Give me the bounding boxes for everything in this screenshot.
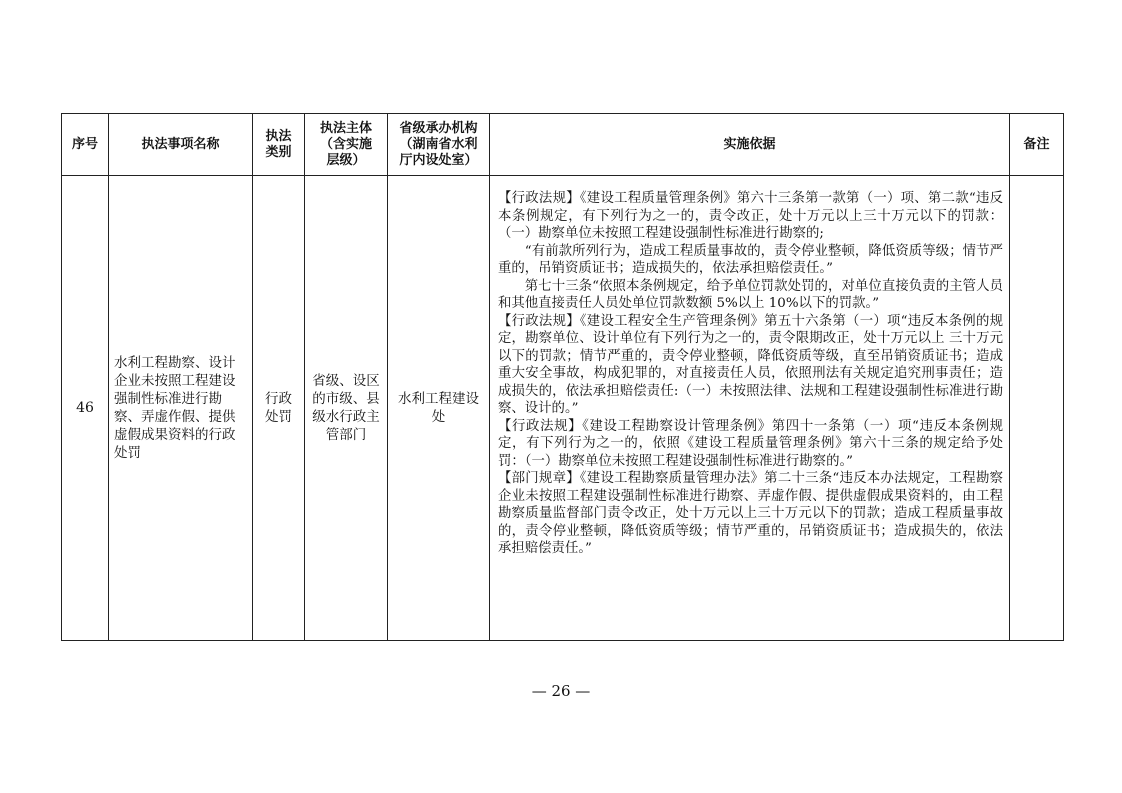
row-subject bbox=[305, 176, 388, 641]
row-seq: 46 bbox=[62, 176, 109, 641]
header-basis: 实施依据 bbox=[490, 114, 1010, 176]
row-category bbox=[253, 176, 305, 641]
header-category bbox=[253, 114, 305, 176]
enforcement-table-container bbox=[61, 113, 1063, 641]
table-row bbox=[62, 176, 1064, 641]
header-seq: 序号 bbox=[62, 114, 109, 176]
header-subject bbox=[305, 114, 388, 176]
header-category-text: 执法类别 bbox=[265, 128, 292, 160]
basis-paragraph: “有前款所列行为，造成工程质量事故的，责令停业整顿，降低资质等级；情节严重的，吊销资质证书；造成损失的，依法承担赔偿责任。” bbox=[498, 243, 1003, 276]
basis-paragraph: 【部门规章】《建设工程勘察质量管理办法》第二十三条“违反本办法规定，工程勘察企业未按照工程建设强制性标准进行勘察、弄虚作假、提供虚假成果资料的，由工程勘察质量监督部门责令改正，处十万元以上三十万元以下的罚款；造成工程质量事故的，责令停业整顿，降低资质等级；情节严重的，吊销资质证书；造成损失的，依法承担赔偿责任。” bbox=[498, 471, 1003, 556]
enforcement-table bbox=[61, 113, 1064, 641]
basis-paragraph: 第七十三条“依照本条例规定，给予单位罚款处罚的，对单位直接负责的主管人员和其他直接责任人员处单位罚款数额 5%以上 10%以下的罚款。” bbox=[498, 278, 1003, 311]
header-province-org bbox=[388, 114, 490, 176]
basis-paragraph: 【行政法规】《建设工程安全生产管理条例》第五十六条第（一）项“违反本条例的规定，勘察单位、设计单位有下列行为之一的，责令限期改正，处十万元以上 三十万元以下的罚款；情节严重的，责令停业整顿，降低资质等级，直至吊销资质证书；造成重大安全事故，构成犯罪的，对直接责任人员，依照刑法有关规定追究刑事责任；造成损失的，依法承担赔偿责任:（一）未按照法律、法规和工程建设强制性标准进行勘察、设计的。” bbox=[498, 313, 1003, 416]
header-row bbox=[62, 114, 1064, 176]
basis-paragraph: 【行政法规】《建设工程勘察设计管理条例》第四十一条第（一）项“违反本条例规定，有下列行为之一的，依照《建设工程质量管理条例》第六十三条的规定给予处罚：（一）勘察单位未按照工程建设强制性标准进行勘察的。” bbox=[498, 418, 1003, 469]
row-remark bbox=[1010, 176, 1064, 641]
row-province-org-text: 水利工程建设处 bbox=[398, 391, 479, 425]
page-number: — 26 — bbox=[531, 682, 591, 700]
row-name: 水利工程勘察、设计企业未按照工程建设强制性标准进行勘察、弄虚作假、提供虚假成果资料的行政处罚 bbox=[109, 176, 253, 641]
row-subject-text: 省级、设区的市级、县级水行政主管部门 bbox=[312, 373, 380, 443]
basis-paragraph: 【行政法规】《建设工程质量管理条例》第六十三条第一款第（一）项、第二款“违反本条例规定，有下列行为之一的，责令改正，处十万元以上三十万元以下的罚款：（一）勘察单位未按照工程建设强制性标准进行勘察的; bbox=[498, 191, 1003, 241]
row-basis bbox=[490, 176, 1010, 641]
header-subject-text: 执法主体（含实施层级） bbox=[319, 120, 372, 168]
row-category-text: 行政处罚 bbox=[265, 391, 292, 425]
header-province-org-text: 省级承办机构（湖南省水利厅内设处室） bbox=[399, 120, 478, 168]
row-province-org bbox=[388, 176, 490, 641]
header-remark: 备注 bbox=[1010, 114, 1064, 176]
header-name: 执法事项名称 bbox=[109, 114, 253, 176]
